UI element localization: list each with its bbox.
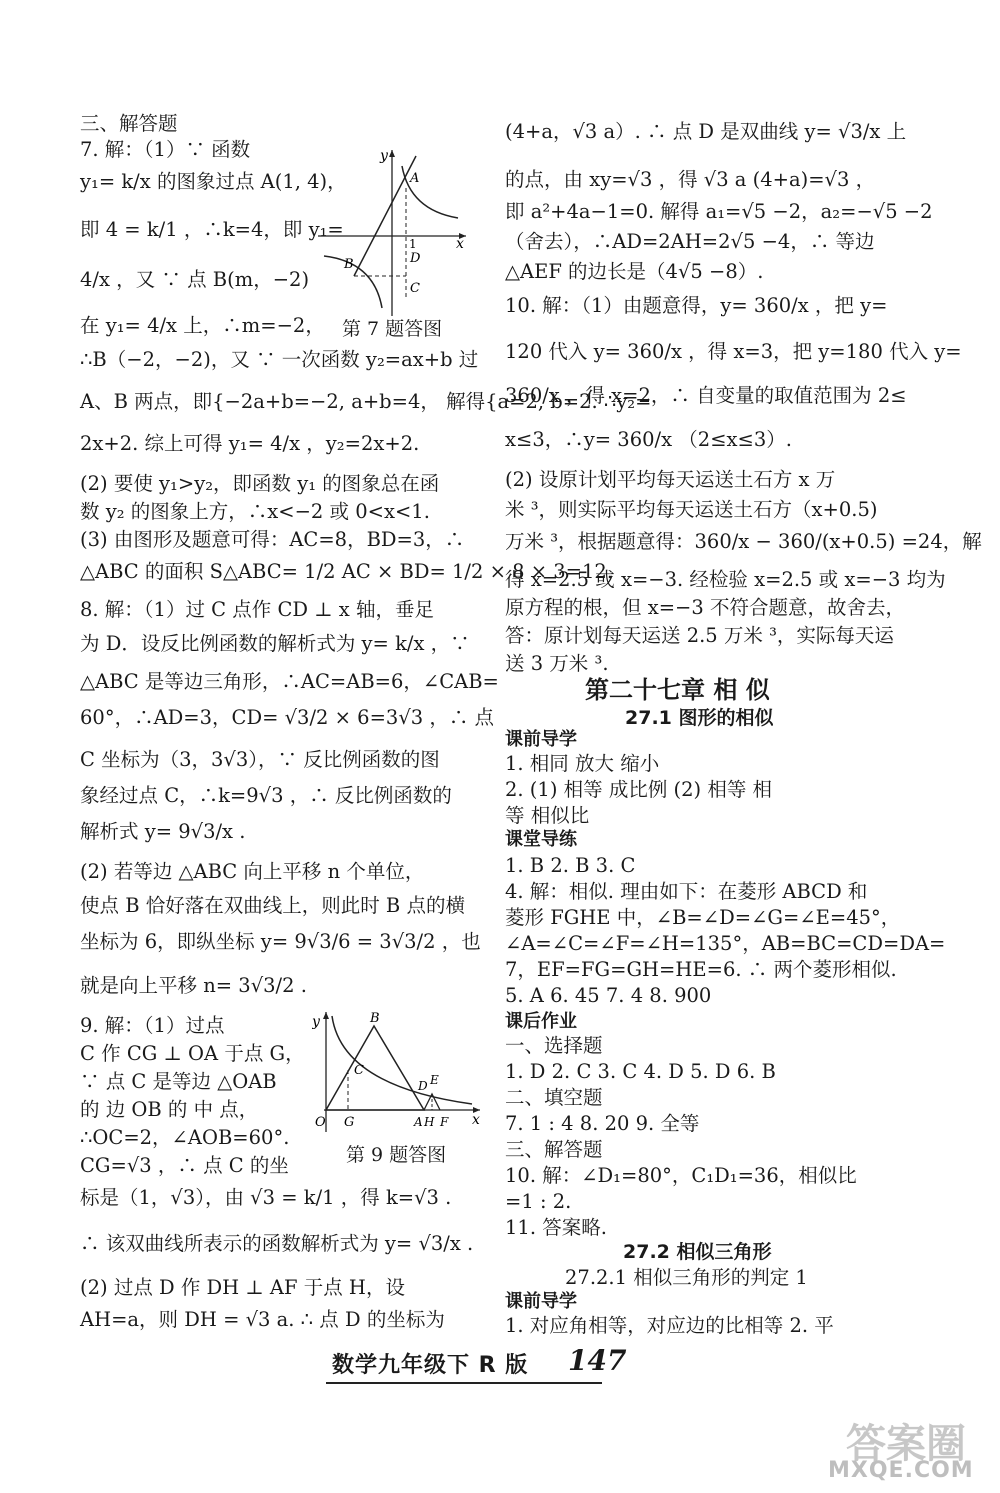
right-line: 答：原计划每天运送 2.5 万米 ³，实际每天运 bbox=[505, 624, 894, 647]
section-title-27-2: 27.2 相似三角形 bbox=[623, 1241, 772, 1263]
right-line: △AEF 的边长是（4√5 −8）. bbox=[505, 260, 764, 283]
right-lower-line: 7. 1 : 4 8. 20 9. 全等 bbox=[505, 1112, 700, 1135]
left-line: C 坐标为（3，3√3），∵ 反比例函数的图 bbox=[80, 748, 440, 771]
left-line: (2) 过点 D 作 DH ⊥ AF 于点 H，设 bbox=[80, 1276, 405, 1299]
fig7-x-label: x bbox=[456, 236, 464, 252]
section-title-27-1: 27.1 图形的相似 bbox=[625, 707, 774, 729]
right-line: 原方程的根，但 x=−3 不符合题意，故舍去， bbox=[505, 596, 905, 619]
fig7-y-label: y bbox=[380, 148, 388, 164]
left-line: 为 D．设反比例函数的解析式为 y= k/x ，∵ bbox=[80, 632, 470, 655]
left-line: 8. 解：（1）过 C 点作 CD ⊥ x 轴，垂足 bbox=[80, 598, 434, 621]
right-line: 即 a²+4a−1=0. 解得 a₁=√5 −2，a₂=−√5 −2 bbox=[505, 200, 933, 223]
figure-7-graph bbox=[318, 148, 468, 318]
fig7-point-d: D bbox=[410, 251, 421, 266]
left-line: 三、解答题 bbox=[80, 112, 178, 135]
left-line: 4/x ，又 ∵ 点 B(m，−2) bbox=[80, 268, 310, 291]
figure-9-caption: 第 9 题答图 bbox=[346, 1144, 447, 1166]
left-line: △ABC 的面积 S△ABC= 1/2 AC × BD= 1/2 × 8 × 3=12. bbox=[80, 560, 614, 583]
fig9-y-label: y bbox=[312, 1014, 320, 1030]
fig9-point-f: F bbox=[440, 1115, 449, 1129]
watermark-logo: 答案圈 bbox=[846, 1421, 966, 1467]
left-line: 7. 解：（1）∵ 函数 bbox=[80, 138, 251, 161]
right-lower-line: 课堂导练 bbox=[505, 829, 577, 850]
right-line: 120 代入 y= 360/x ，得 x=3，把 y=180 代入 y= bbox=[505, 340, 962, 363]
fig9-point-g: G bbox=[344, 1115, 355, 1130]
right-tail-line: 课前导学 bbox=[505, 1291, 577, 1312]
right-line: (2) 设原计划平均每天运送土石方 x 万 bbox=[505, 468, 836, 491]
right-line: 10. 解：（1）由题意得，y= 360/x ，把 y= bbox=[505, 294, 888, 317]
figure-9-graph bbox=[312, 1008, 482, 1136]
fig9-point-e: E bbox=[430, 1073, 439, 1087]
page-footer bbox=[0, 1338, 1000, 1398]
left-line: 解析式 y= 9√3/x . bbox=[80, 820, 246, 843]
fig9-origin: O bbox=[315, 1115, 326, 1130]
right-lower-line: 1. D 2. C 3. C 4. D 5. D 6. B bbox=[505, 1060, 776, 1083]
left-line: CG=√3 ，∴ 点 C 的坐 bbox=[80, 1154, 289, 1177]
left-line: 象经过点 C，∴k=9√3 ，∴ 反比例函数的 bbox=[80, 784, 452, 807]
left-line: 2x+2. 综上可得 y₁= 4/x ，y₂=2x+2. bbox=[80, 432, 420, 455]
right-lower-line: 10. 解：∠D₁=80°，C₁D₁=36，相似比 bbox=[505, 1164, 857, 1187]
fig9-x-label: x bbox=[472, 1112, 480, 1128]
footer-book-title: 数学九年级下 R 版 bbox=[332, 1353, 529, 1378]
left-line: 数 y₂ 的图象上方，∴x<−2 或 0<x<1. bbox=[80, 500, 430, 523]
page-number: 147 bbox=[568, 1344, 627, 1377]
left-line: y₁= k/x 的图象过点 A(1, 4)， bbox=[80, 170, 347, 193]
right-lower-line: 等 相似比 bbox=[505, 804, 590, 827]
right-line: 米 ³，则实际平均每天运送土石方（x+0.5) bbox=[505, 498, 878, 521]
left-line: ∴ 该双曲线所表示的函数解析式为 y= √3/x . bbox=[80, 1232, 474, 1255]
left-line: (2) 若等边 △ABC 向上平移 n 个单位， bbox=[80, 860, 425, 883]
left-line: ∴B（−2，−2)，又 ∵ 一次函数 y₂=ax+b 过 bbox=[80, 348, 479, 371]
right-line: 的点，由 xy=√3 ，得 √3 a (4+a)=√3 ， bbox=[505, 168, 876, 191]
right-line: x≤3，∴y= 360/x （2≤x≤3）. bbox=[505, 428, 792, 451]
left-line: A、B 两点，即{−2a+b=−2, a+b=4， 解得{a=2, b=2. ∴y₂= bbox=[80, 390, 652, 413]
left-line: 使点 B 恰好落在双曲线上，则此时 B 点的横 bbox=[80, 894, 465, 917]
right-lower-line: 1. B 2. B 3. C bbox=[505, 854, 636, 877]
right-lower-line: ∠A=∠C=∠F=∠H=135°，AB=BC=CD=DA= bbox=[505, 932, 946, 955]
right-lower-line: =1 : 2. bbox=[505, 1190, 572, 1213]
left-line: C 作 CG ⊥ OA 于点 G， bbox=[80, 1042, 305, 1065]
right-lower-line: 一、选择题 bbox=[505, 1034, 603, 1057]
right-line: （舍去），∴AD=2AH=2√5 −4，∴ 等边 bbox=[505, 230, 875, 253]
left-line: ∵ 点 C 是等边 △OAB bbox=[80, 1070, 277, 1093]
fig7-point-c: C bbox=[410, 281, 420, 296]
right-line: 得 x=2.5 或 x=−3. 经检验 x=2.5 或 x=−3 均为 bbox=[505, 568, 946, 591]
left-line: △ABC 是等边三角形，∴AC=AB=6，∠CAB= bbox=[80, 670, 499, 693]
left-line: 即 4 = k/1 ，∴k=4，即 y₁= bbox=[80, 218, 344, 241]
left-line: 就是向上平移 n= 3√3/2 . bbox=[80, 974, 307, 997]
right-lower-line: 课前导学 bbox=[505, 729, 577, 750]
fig7-point-a: A bbox=[410, 171, 420, 186]
fig7-point-b: B bbox=[344, 257, 354, 272]
figure-7-caption: 第 7 题答图 bbox=[342, 318, 443, 340]
left-line: 标是（1，√3），由 √3 = k/1 ，得 k=√3 . bbox=[80, 1186, 452, 1209]
left-line: (3) 由图形及题意可得：AC=8，BD=3，∴ bbox=[80, 528, 465, 551]
right-lower-line: 菱形 FGHE 中，∠B=∠D=∠G=∠E=45°， bbox=[505, 906, 901, 929]
right-lower-line: 课后作业 bbox=[505, 1011, 577, 1032]
right-lower-line: 5. A 6. 45 7. 4 8. 900 bbox=[505, 984, 712, 1007]
left-line: 60°，∴AD=3，CD= √3/2 × 6=3√3 ，∴ 点 bbox=[80, 706, 495, 729]
right-line: 送 3 万米 ³. bbox=[505, 652, 609, 675]
right-tail-line: 1. 对应角相等，对应边的比相等 2. 平 bbox=[505, 1314, 834, 1337]
right-lower-line: 2. (1) 相等 成比例 (2) 相等 相 bbox=[505, 778, 773, 801]
right-line: 360/x ，得 x=2，∴ 自变量的取值范围为 2≤ bbox=[505, 384, 907, 407]
chapter-title: 第二十七章 相 似 bbox=[585, 676, 770, 704]
left-line: 坐标为 6，即纵坐标 y= 9√3/6 = 3√3/2 ，也 bbox=[80, 930, 481, 953]
right-lower-line: 1. 相同 放大 缩小 bbox=[505, 752, 660, 775]
left-line: 在 y₁= 4/x 上，∴m=−2， bbox=[80, 314, 325, 337]
right-line: 万米 ³，根据题意得：360/x − 360/(x+0.5) =24，解 bbox=[505, 530, 982, 553]
fig7-tick-one: 1 bbox=[409, 237, 417, 251]
fig9-point-h: H bbox=[424, 1115, 435, 1129]
right-lower-line: 二、填空题 bbox=[505, 1086, 603, 1109]
right-lower-line: 4. 解：相似. 理由如下：在菱形 ABCD 和 bbox=[505, 880, 868, 903]
right-line: (4+a，√3 a）. ∴ 点 D 是双曲线 y= √3/x 上 bbox=[505, 120, 907, 143]
left-line: AH=a，则 DH = √3 a. ∴ 点 D 的坐标为 bbox=[80, 1308, 445, 1331]
fig9-point-b: B bbox=[370, 1011, 380, 1026]
watermark-url: MXQE.COM bbox=[828, 1458, 974, 1483]
right-lower-line: 7，EF=FG=GH=HE=6. ∴ 两个菱形相似. bbox=[505, 958, 897, 981]
subsection-title-27-2-1: 27.2.1 相似三角形的判定 1 bbox=[565, 1266, 808, 1289]
footer-rule bbox=[326, 1382, 602, 1384]
left-line: 9. 解：（1）过点 bbox=[80, 1014, 225, 1037]
fig9-point-d: D bbox=[418, 1079, 428, 1093]
left-line: 的 边 OB 的 中 点， bbox=[80, 1098, 259, 1121]
left-line: (2) 要使 y₁>y₂，即函数 y₁ 的图象总在函 bbox=[80, 472, 440, 495]
watermark bbox=[776, 1412, 986, 1488]
left-line: ∴OC=2，∠AOB=60°. bbox=[80, 1126, 290, 1149]
right-lower-line: 11. 答案略. bbox=[505, 1216, 607, 1239]
fig9-point-c: C bbox=[354, 1063, 364, 1078]
fig9-point-a: A bbox=[414, 1115, 423, 1129]
right-lower-line: 三、解答题 bbox=[505, 1138, 603, 1161]
